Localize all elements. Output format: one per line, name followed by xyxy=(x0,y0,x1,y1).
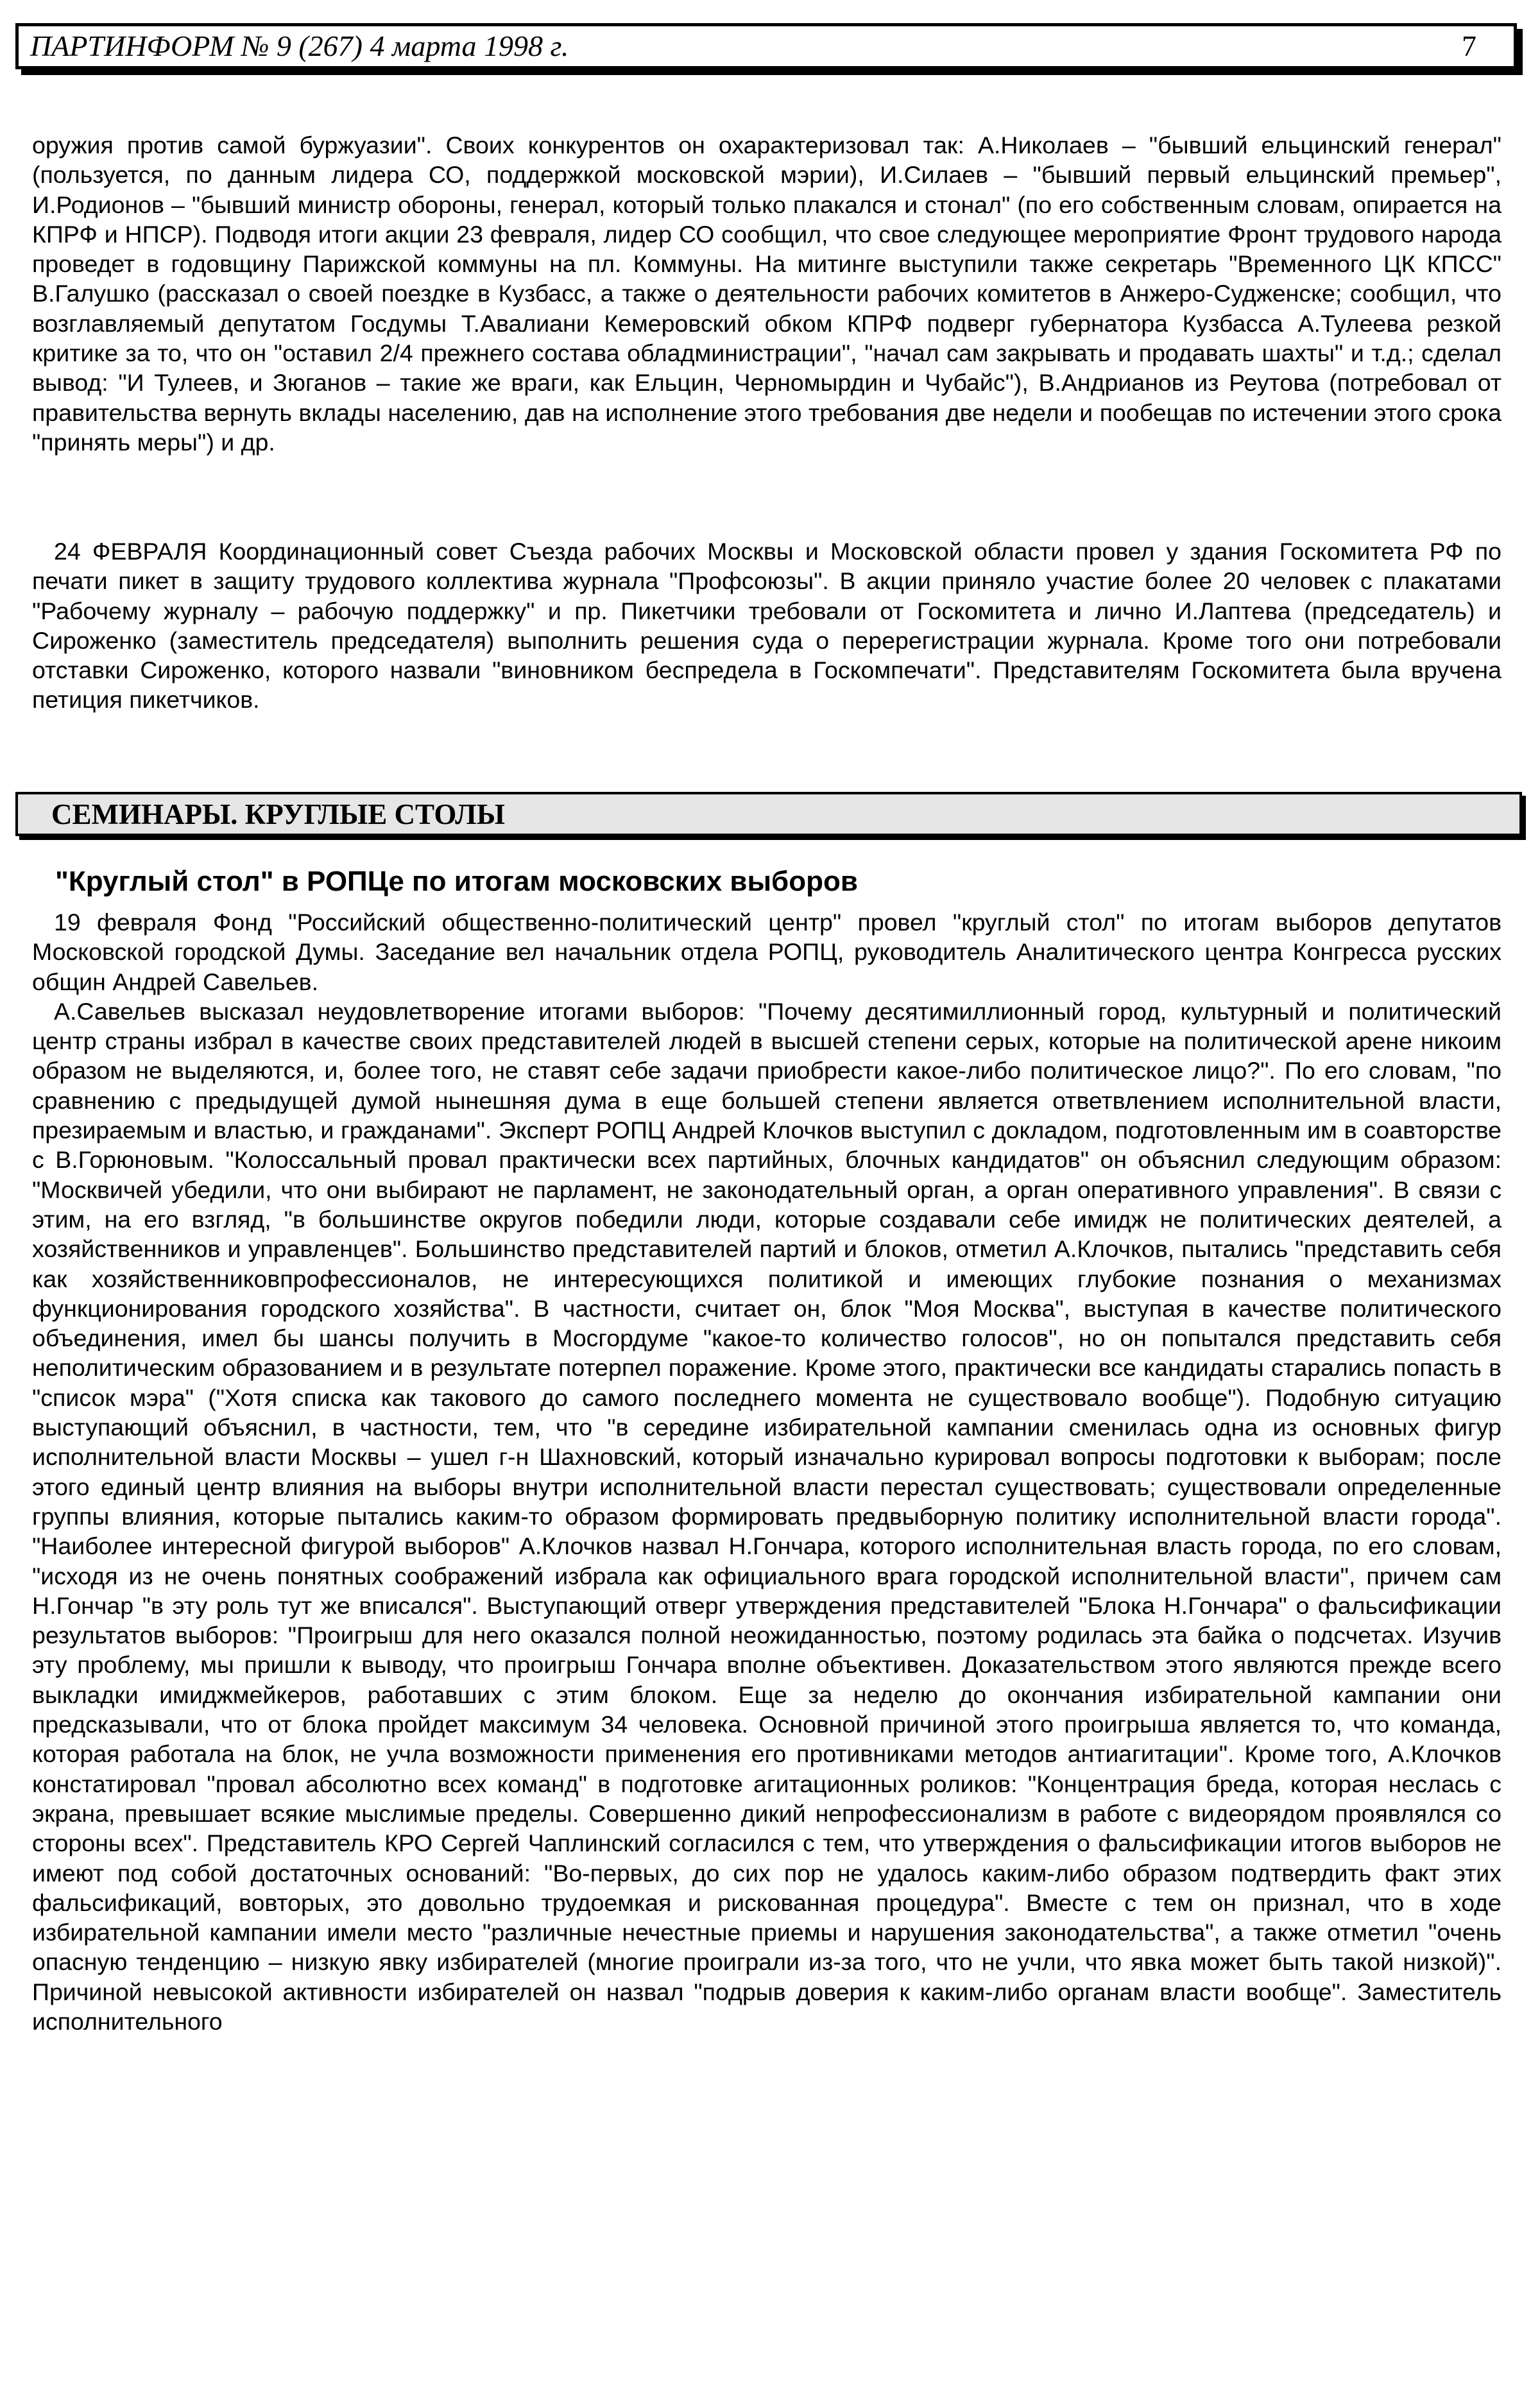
page-header xyxy=(15,23,1517,69)
paragraph-feb-24: 24 ФЕВРАЛЯ Координационный совет Съезда рабочих Москвы и Московской области провел у здания Госкомитета РФ по печати пикет в защиту трудового коллектива журнала "Профсоюзы". В акции приняло участие более 20 человек с плакатами "Рабочему журналу – рабочую поддержку" и пр. Пикетчики требовали от Госкомитета и лично И.Лаптева (председатель) и Сироженко (заместитель председателя) выполнить решения суда о перерегистрации журнала. Кроме того они потребовали отставки Сироженко, которого назвали "виновником беспредела в Госкомпечати". Представителям Госкомитета была вручена петиция пикетчиков. xyxy=(32,538,1502,714)
article-title: "Круглый стол" в РОПЦе по итогам московских выборов xyxy=(55,866,858,897)
publication-title: ПАРТИНФОРМ № 9 (267) 4 марта 1998 г. xyxy=(30,30,569,62)
section-heading-box xyxy=(15,792,1522,836)
section-title: СЕМИНАРЫ. КРУГЛЫЕ СТОЛЫ xyxy=(51,798,505,830)
article-paragraph-main: А.Савельев высказал неудовлетворение итогами выборов: "Почему десятимиллионный город, культурный и политический центр страны избрал в качестве своих представителей людей в высшей степени серых, которые на политической арене никоим образом не выделяются, и, более того, не ставят себе задачи приобрести какое-либо политическое лицо?". По его словам, "по сравнению с предыдущей думой нынешняя дума в еще большей степени является ответвлением исполнительной власти, презираемым и властью, и гражданами". Эксперт РОПЦ Андрей Клочков выступил с докладом, подготовленным им в соавторстве с В.Горюновым. "Колоссальный провал практически всех партийных, блочных кандидатов" он объяснил следующим образом: "Москвичей убедили, что они выбирают не парламент, не законодательный орган, а орган оперативного управления". В связи с этим, на его взгляд, "в большинстве округов победили люди, которые создавали себе имидж не политических деятелей, а хозяйственников и управленцев". Большинство представителей партий и блоков, отметил А.Клочков, пытались "представить себя как хозяйственниковпрофессионалов, не интересующихся политикой и имеющих глубокие познания о механизмах функционирования городского хозяйства". В частности, считает он, блок "Моя Москва", выступая в качестве политического объединения, имел бы шансы получить в Мосгордуме "какое-то количество голосов", но он попытался представить себя неполитическим образованием и в результате потерпел поражение. Кроме этого, практически все кандидаты старались попасть в "список мэра" ("Хотя списка как такового до самого последнего момента не существовало вообще"). Подобную ситуацию выступающий объяснил, в частности, тем, что "в середине избирательной кампании сменилась одна из основных фигур исполнительной власти Москвы – ушел г-н Шахновский, который изначально курировал вопросы подготовки к выборам; после этого единый центр влияния на выборы внутри исполнительной власти перестал существовать; существовали определенные группы влияния, которые пытались каким-то образом формировать предвыборную политику исполнительной власти города". "Наиболее интересной фигурой выборов" А.Клочков назвал Н.Гончара, которого исполнительная власть города, по его словам, "исходя из не очень понятных соображений избрала как официального врага городской исполнительной власти", причем сам Н.Гончар "в эту роль тут же вписался". Выступающий отверг утверждения представителей "Блока Н.Гончара" о фальсификации результатов выборов: "Проигрыш для него оказался полной неожиданностью, поэтому родилась эта байка о подсчетах. Изучив эту проблему, мы пришли к выводу, что проигрыш Гончара вполне объективен. Доказательством этого являются прежде всего выкладки имиджмейкеров, работавших с этим блоком. Еще за неделю до окончания избирательной кампании они предсказывали, что от блока пройдет максимум 34 человека. Основной причиной этого проигрыша является то, что команда, которая работала на блок, не учла возможности применения его противниками методов антиагитации". Кроме того, А.Клочков констатировал "провал абсолютно всех команд" в подготовке агитационных роликов: "Концентрация бреда, которая неслась с экрана, превышает всякие мыслимые пределы. Совершенно дикий непрофессионализм в работе с видеорядом проявлялся со стороны всех". Представитель КРО Сергей Чаплинский согласился с тем, что утверждения о фальсификации итогов выборов не имеют под собой достаточных оснований: "Во-первых, до сих пор не удалось каким-либо образом подтвердить факт этих фальсификаций, вовторых, это довольно трудоемкая и рискованная процедура". Вместе с тем он признал, что в ходе избирательной кампании имели место "различные нечестные приемы и нарушения законодательства", а также отметил "очень опасную тенденцию – низкую явку избирателей (многие проиграли из-за того, что не учли, что явка может быть такой низкой)". Причиной невысокой активности избирателей он назвал "подрыв доверия к каким-либо органам власти вообще". Заместитель исполнительного xyxy=(32,997,1502,2035)
article-body xyxy=(32,907,1502,2036)
article-paragraph-intro: 19 февраля Фонд "Российский общественно-политический центр" провел "круглый стол" по итогам выборов депутатов Московской городской Думы. Заседание вел начальник отдела РОПЦ, руководитель Аналитического центра Конгресса русских общин Андрей Савельев. xyxy=(32,909,1502,995)
page-number: 7 xyxy=(1462,30,1476,62)
paragraph-continued: оружия против самой буржуазии". Своих конкурентов он охарактеризовал так: А.Николаев – "бывший ельцинский генерал" (пользуется, по данным лидера СО, поддержкой московской мэрии), И.Силаев – "бывший первый ельцинский премьер", И.Родионов – "бывший министр обороны, генерал, который только плакался и стонал" (по его собственным словам, опирается на КПРФ и НПСР). Подводя итоги акции 23 февраля, лидер СО сообщил, что свое следующее мероприятие Фронт трудового народа проведет в годовщину Парижской коммуны на пл. Коммуны. На митинге выступили также секретарь "Временного ЦК КПСС" В.Галушко (рассказал о своей поездке в Кузбасс, а также о деятельности рабочих комитетов в Анжеро-Судженске; сообщил, что возглавляемый депутатом Госдумы Т.Авалиани Кемеровский обком КПРФ подверг губернатора Кузбасса А.Тулеева резкой критике за то, что он "оставил 2/4 прежнего состава обладминистрации", "начал сам закрывать и продавать шахты" и т.д.; сделал вывод: "И Тулеев, и Зюганов – такие же враги, как Ельцин, Черномырдин и Чубайс"), В.Андрианов из Реутова (потребовал от правительства вернуть вклады населению, дав на исполнение этого требования две недели и пообещав по истечении этого срока "принять меры") и др. xyxy=(32,132,1502,456)
